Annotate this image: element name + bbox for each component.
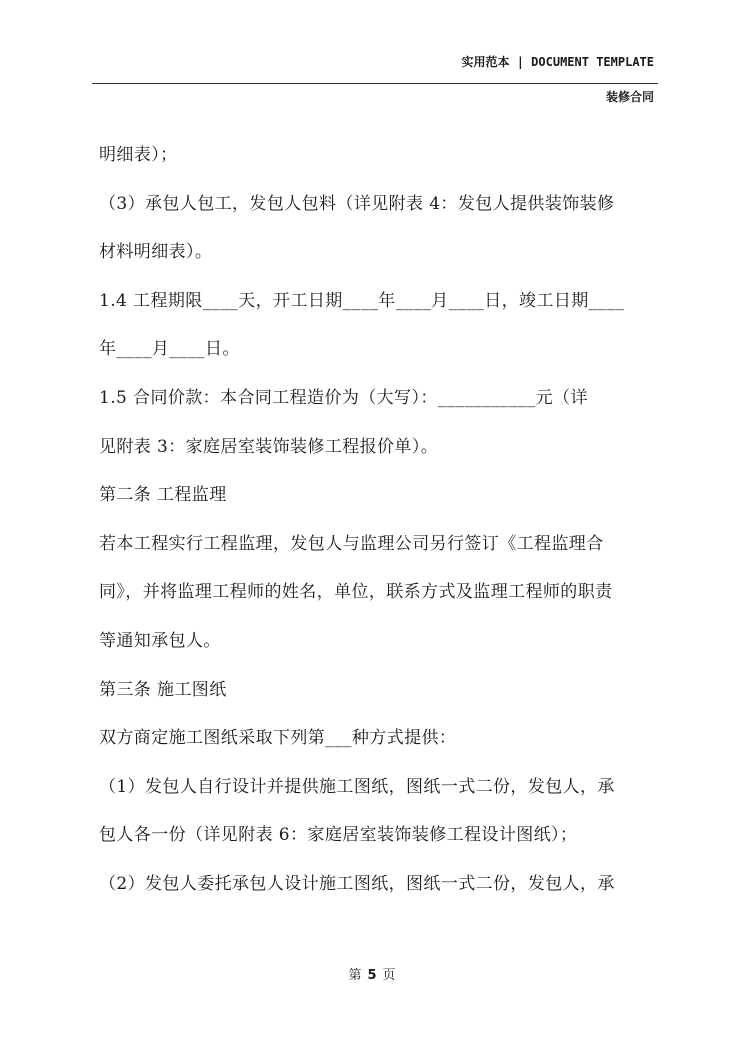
header-title: 实用范本 | DOCUMENT TEMPLATE — [461, 55, 654, 69]
header-document-type: 装修合同 — [605, 90, 654, 104]
page-suffix: 页 — [382, 968, 396, 983]
text-line: 若本工程实行工程监理，发包人与监理公司另行签订《工程监理合 — [99, 533, 604, 554]
text-line: 等通知承包人。 — [99, 630, 221, 651]
text-line: 1.4 工程期限____天，开工日期____年____月____日，竣工日期____ — [99, 290, 625, 311]
text-line: 双方商定施工图纸采取下列第___种方式提供： — [99, 728, 457, 749]
text-line: 同》，并将监理工程师的姓名，单位，联系方式及监理工程师的职责 — [99, 582, 613, 603]
text-line: （1）发包人自行设计并提供施工图纸，图纸一式二份，发包人，承 — [99, 776, 615, 797]
header-divider — [92, 83, 658, 84]
section-heading: 第二条 工程监理 — [99, 485, 227, 506]
page-number: 5 — [367, 968, 377, 983]
text-line: 1.5 合同价款：本合同工程造价为（大写）：___________元（详 — [99, 387, 588, 408]
text-line: 包人各一份（详见附表 6：家庭居室装饰装修工程设计图纸）； — [99, 825, 578, 846]
text-line: 见附表 3：家庭居室装饰装修工程报价单）。 — [99, 436, 439, 457]
section-heading: 第三条 施工图纸 — [99, 679, 227, 700]
text-line: （2）发包人委托承包人设计施工图纸，图纸一式二份，发包人，承 — [99, 873, 615, 894]
text-line: （3）承包人包工，发包人包料（详见附表 4：发包人提供装饰装修 — [99, 193, 615, 214]
text-line: 材料明细表）。 — [99, 242, 213, 263]
page-footer — [0, 964, 744, 983]
text-line: 明细表）； — [99, 145, 178, 165]
text-line: 年____月____日。 — [99, 339, 240, 360]
page-prefix: 第 — [348, 968, 362, 983]
document-body — [99, 143, 664, 921]
